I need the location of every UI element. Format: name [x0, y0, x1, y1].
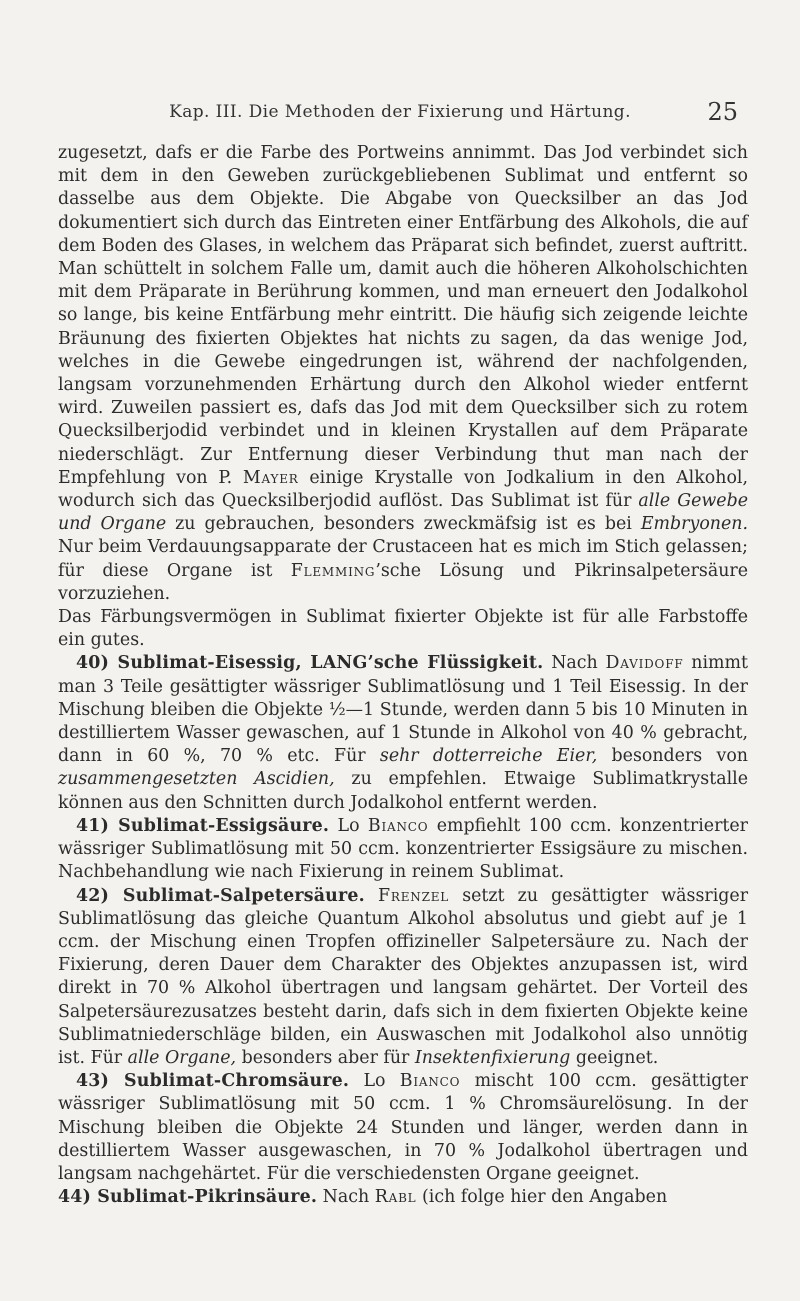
- section-heading: 43) Sublimat-Chromsäure.: [76, 1071, 350, 1092]
- text-run: zugesetzt, dafs er die Farbe des Portweins annimmt. Das Jod verbindet sich mit dem in den Geweben zurückgebliebenen Sublimat und entfernt so dasselbe aus dem Objekte. Die Abgabe von Quecksilber an das Jod dokumentiert sich durch das Eintreten einer Entfärbung des Alkohols, die auf dem Boden des Glases, in welchem das Präparat sich befindet, zuerst auftritt. Man schüttelt in solchem Falle um, damit auch die höheren Alkoholschichten mit dem Präparate in Berührung kommen, und man erneuert den Jodalkohol so lange, bis keine Entfärbung mehr eintritt. Die häufig sich zeigende leichte Bräunung des fixierten Objektes hat nichts zu sagen, da das wenige Jod, welches in die Gewebe eingedrungen ist, während der nachfolgenden, langsam vorzunehmenden Erhärtung durch den Alkohol wieder entfernt wird. Zuweilen passiert es, dafs das Jod mit dem Quecksilber sich zu rotem Quecksilberjodid verbindet und in kleinen Krystallen auf dem Präparate niederschlägt. Zur Entfernung dieser Verbindung thut man nach der Empfehlung von P.: [58, 143, 748, 488]
- author-name: Davidoff: [605, 653, 684, 674]
- text-run: [365, 886, 378, 906]
- paragraph-5: [58, 885, 748, 1071]
- page-number: 25: [707, 98, 738, 126]
- running-header: [0, 98, 800, 128]
- text-run: geeignet.: [570, 1047, 659, 1068]
- paragraph-4: [58, 815, 748, 885]
- text-run: Nur beim Verdauungsapparate der Crustaceen hat es mich im Stich gelassen; für diese Organe ist: [58, 537, 748, 581]
- author-name: Rabl: [374, 1187, 417, 1208]
- text-run: (ich folge hier den Angaben: [416, 1187, 668, 1208]
- text-run: mischt 100 ccm. gesättigter wässriger Sublimatlösung mit 50 ccm. 1 % Chromsäurelösung. In der Mischung bleiben die Objekte 24 Stunden und länger, werden dann in destilliertem Wasser ausgewaschen, in 70 % Jodalkohol übertragen und langsam nachgehärtet. Für die verschiedensten Organe geeignet.: [58, 1071, 748, 1184]
- paragraph-6: [58, 1070, 748, 1186]
- text-run: zu empfehlen. Etwaige Sublimatkrystalle können aus den Schnitten durch Jodalkohol entfernt werden.: [58, 769, 748, 813]
- text-run: besonders von: [597, 746, 748, 767]
- text-run: Lo: [329, 815, 368, 836]
- section-heading: 41) Sublimat-Essigsäure.: [76, 815, 330, 836]
- paragraph-1: [58, 142, 748, 606]
- paragraph-2: [58, 606, 748, 652]
- section-heading: 44) Sublimat-Pikrinsäure.: [58, 1187, 318, 1208]
- text-run: Nach: [317, 1187, 375, 1208]
- text-run: empfiehlt 100 ccm. konzentrierter wässriger Sublimatlösung mit 50 ccm. konzentrierter Essigsäure zu mischen. Nachbehandlung wie nach Fixierung in reinem Sublimat.: [58, 815, 748, 883]
- text-run: Lo: [349, 1071, 400, 1092]
- author-name: Mayer: [242, 467, 299, 488]
- emphasis: alle Organe,: [127, 1047, 237, 1068]
- text-run: setzt zu gesättigter wässriger Sublimatlösung das gleiche Quantum Alkohol absolutus und giebt auf je 1 ccm. der Mischung einen Tropfen offizineller Salpetersäure zu. Nach der Fixierung, deren Dauer dem Charakter des Objektes anzupassen ist, wird direkt in 70 % Alkohol übertragen und langsam gehärtet. Der Vorteil des Salpetersäurezusatzes besteht darin, dafs sich in dem fixierten Objekte keine Sublimatniederschläge bilden, ein Auswaschen mit Jodalkohol also unnötig ist. Für: [58, 885, 749, 1068]
- author-name: Flemming: [290, 560, 376, 581]
- paragraph-3: [58, 652, 748, 814]
- text-run: nimmt man 3 Teile gesättigter wässriger Sublimatlösung und 1 Teil Eisessig. In der Mischung bleiben die Objekte ½—1 Stunde, werden dann 5 bis 10 Minuten in destilliertem Wasser gewaschen, auf 1 Stunde in Alkohol von 40 % gebracht, dann in 60 %, 70 % etc. Für: [58, 653, 748, 767]
- author-name: Bianco: [399, 1071, 461, 1092]
- chapter-title: Kap. III. Die Methoden der Fixierung und Härtung.: [169, 102, 631, 122]
- text-run: ’sche Lösung und Pikrinsalpetersäure vorzuziehen.: [58, 560, 749, 604]
- author-name: Bianco: [367, 815, 429, 836]
- text-run: Nach: [543, 653, 606, 674]
- text-run: zu gebrauchen, besonders zweckmäfsig ist es bei: [166, 514, 641, 535]
- paragraph-7: [58, 1186, 748, 1209]
- text-run: besonders aber für: [236, 1047, 415, 1068]
- text-run: Das Färbungsvermögen in Sublimat fixierter Objekte ist für alle Farbstoffe ein gutes.: [58, 607, 748, 651]
- emphasis: Embryonen.: [640, 514, 749, 535]
- emphasis: sehr dotterreiche Eier,: [379, 746, 598, 767]
- body-text: [58, 142, 748, 1209]
- section-heading: 40) Sublimat-Eisessig, LANG’sche Flüssigkeit.: [76, 653, 544, 674]
- author-name: Frenzel: [378, 885, 450, 906]
- text-run: einige Krystalle von Jodkalium in den Alkohol, wodurch sich das Quecksilberjodid auflöst. Das Sublimat ist für: [58, 467, 748, 512]
- section-heading: 42) Sublimat-Salpetersäure.: [76, 885, 365, 906]
- emphasis: Insektenfixierung: [414, 1047, 571, 1068]
- emphasis: zusammengesetzten Ascidien,: [58, 769, 335, 790]
- emphasis: alle Gewebe und Organe: [58, 491, 748, 535]
